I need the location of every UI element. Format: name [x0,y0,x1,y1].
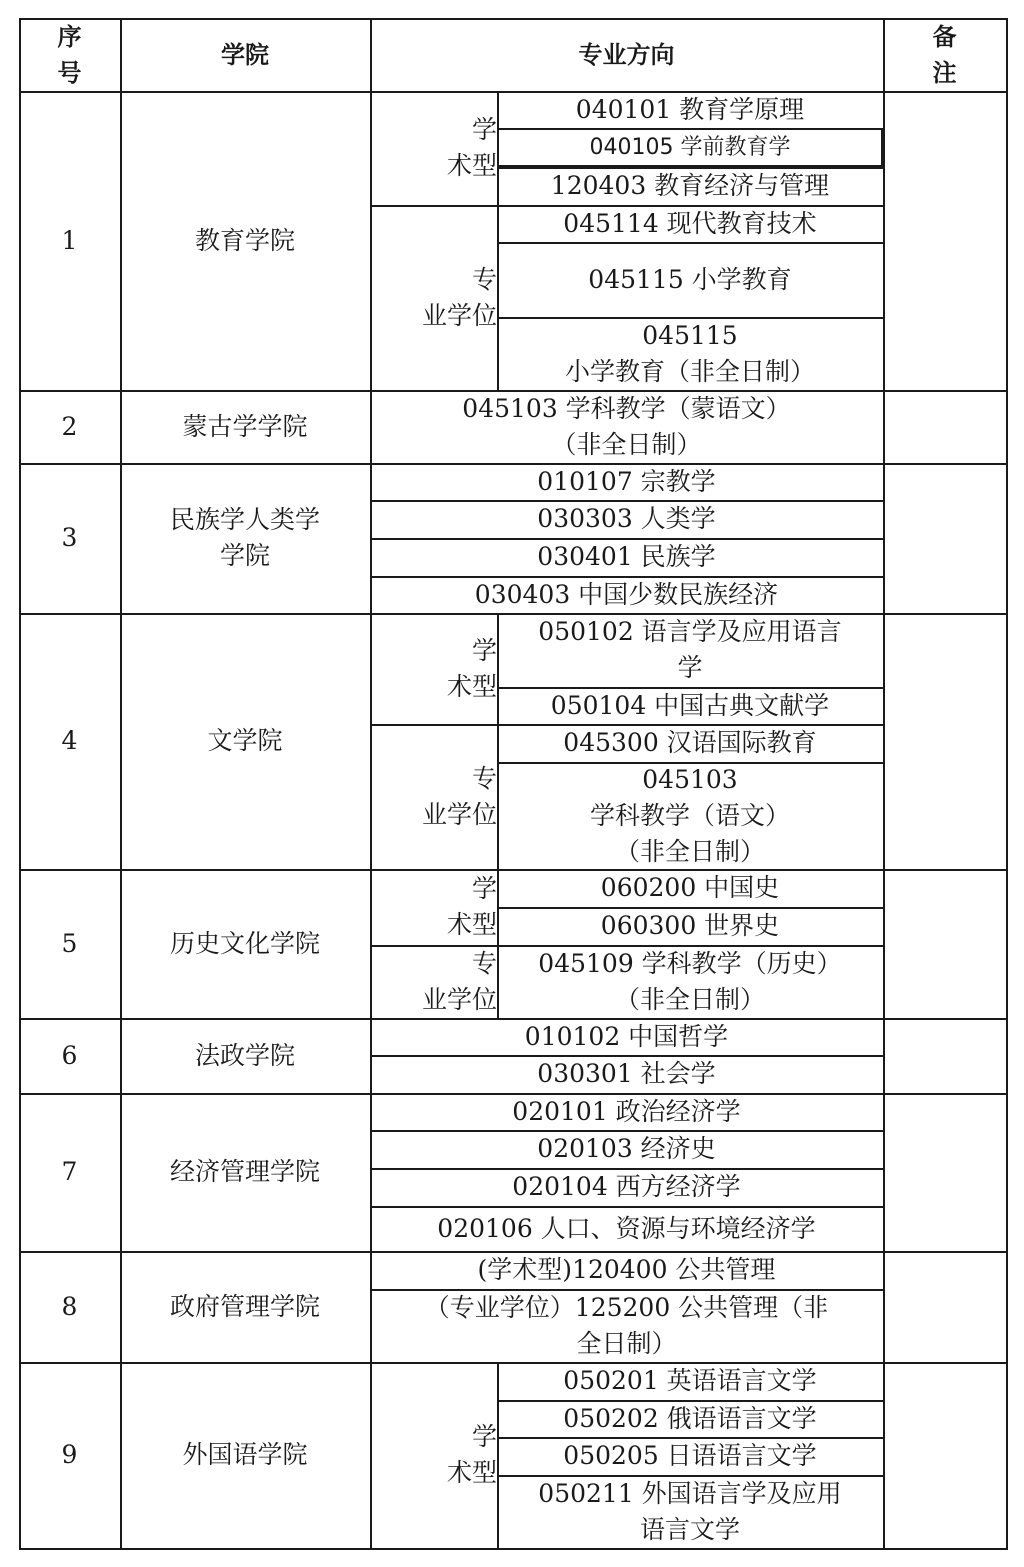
header-remark-line: 注 [932,58,957,87]
major-entry-line: 050104 中国古典文献学 [550,690,830,720]
major-entry [497,724,883,762]
type-professional-label [370,724,497,869]
type-academic-label [370,869,497,945]
type-professional-label-line: 业学位 [421,300,497,330]
major-entry [497,907,883,945]
remark-cell [883,1251,1006,1362]
type-academic-label-line: 术型 [446,151,497,180]
row-index-line: 8 [61,1291,78,1321]
college-name [120,91,370,390]
type-professional-label-line: 业学位 [421,799,497,829]
major-entry [370,1018,883,1055]
row-index [19,91,120,390]
row-index-line: 6 [61,1040,78,1070]
remark-cell [883,1093,1006,1251]
major-entry-line: 学科教学（语文） [589,800,790,830]
major-entry [370,576,883,613]
row-index-line: 2 [61,411,78,441]
major-entry-line: 045300 汉语国际教育 [563,728,817,757]
major-entry [497,613,883,687]
college-name [120,390,370,463]
college-name [120,463,370,613]
header-major [370,18,883,91]
major-entry-line: 020103 经济史 [537,1134,716,1163]
row-index-line: 3 [61,523,78,552]
major-entry-line: 045103 学科教学（蒙语文） [462,393,791,423]
row-index-line: 1 [61,225,78,255]
type-academic-label-line: 术型 [446,1458,497,1487]
type-academic-label-line: 学 [471,1422,497,1451]
major-entry [370,1251,883,1289]
row-index [19,613,120,869]
major-entry [370,1206,883,1251]
major-entry-line: （非全日制） [614,836,765,866]
major-entry [497,205,883,242]
type-professional-label-line: 专 [471,264,497,294]
header-remark [883,18,1006,91]
major-entry [497,869,883,907]
college-name [120,869,370,1018]
major-entry [497,1362,883,1400]
remark-cell [883,613,1006,869]
type-academic-label-line: 学 [471,635,497,665]
major-entry-line: 020104 西方经济学 [512,1172,741,1201]
major-entry [497,128,883,167]
major-entry-line: 050201 英语语言文学 [563,1366,817,1395]
major-entry-line: 030401 民族学 [537,542,716,571]
type-professional-label-line: 专 [471,763,497,793]
major-entry-line: 030303 人类学 [537,504,716,533]
major-entry-line: 060300 世界史 [600,911,780,940]
major-entry [497,1400,883,1437]
college-name [120,1018,370,1093]
major-entry-line: 010102 中国哲学 [524,1021,729,1051]
major-entry-line: （非全日制） [551,429,702,459]
major-entry-line: 045109 学科教学（历史） [538,948,842,978]
major-entry [497,687,883,724]
major-entry-line: 050202 俄语语言文学 [563,1403,817,1433]
major-entry [497,91,883,128]
row-index-line: 5 [61,928,78,958]
major-entry-line: 050205 日语语言文学 [563,1441,817,1470]
row-index [19,1251,120,1362]
major-entry-line: 030403 中国少数民族经济 [474,579,779,609]
major-entry-line: 020101 政治经济学 [512,1096,741,1126]
type-professional-label [370,205,497,390]
major-entry [497,945,883,1018]
major-entry-line: 045103 [642,764,738,794]
college-name-line: 民族学人类学 [169,505,320,534]
remark-cell [883,463,1006,613]
major-entry [497,317,883,390]
major-entry-line: 040101 教育学原理 [575,94,805,124]
major-entry-line: （专业学位）125200 公共管理（非 [424,1292,829,1322]
type-academic-label-line: 学 [471,115,497,144]
major-entry-line: 045114 现代教育技术 [563,208,817,238]
row-index [19,869,120,1018]
major-entry [497,762,883,869]
row-index [19,1018,120,1093]
college-name-line: 文学院 [207,726,283,755]
major-entry-line: 060200 中国史 [600,873,780,902]
header-index-line: 序 [57,22,82,51]
type-professional-label-line: 业学位 [421,984,497,1014]
type-academic-label-line: 术型 [446,671,497,701]
major-entry [497,167,883,205]
college-name [120,1251,370,1362]
major-entry-line: 010107 宗教学 [537,466,716,496]
type-academic-label [370,613,497,724]
remark-cell [883,1362,1006,1548]
type-academic-label [370,1362,497,1548]
major-entry-line: 030301 社会学 [537,1059,716,1088]
major-entry [370,1055,883,1093]
header-college-line: 学院 [221,40,269,69]
grid-line [1006,18,1008,1550]
major-entry [370,390,883,463]
header-index-line: 号 [57,58,82,87]
major-entry [370,538,883,576]
college-name [120,1093,370,1251]
major-entry-line: 045115 [642,320,738,350]
type-academic-label-line: 学 [471,874,497,903]
remark-cell [883,869,1006,1018]
college-name-line: 经济管理学院 [169,1157,320,1186]
row-index [19,1093,120,1251]
major-entry-line: (学术型)120400 公共管理 [477,1255,776,1284]
row-index-line: 4 [61,726,78,755]
major-entry-line: 学 [677,653,703,682]
college-name-line: 学院 [219,541,270,570]
major-entry [370,463,883,500]
college-name-line: 教育学院 [194,225,295,255]
major-entry-line: （非全日制） [614,984,765,1014]
type-academic-label-line: 术型 [446,910,497,939]
major-entry-line: 语言文学 [639,1514,740,1544]
major-entry [497,1437,883,1475]
college-name [120,613,370,869]
header-remark-line: 备 [932,22,957,51]
college-name [120,1362,370,1548]
major-entry-line: 120403 教育经济与管理 [550,171,830,200]
college-name-line: 政府管理学院 [169,1291,320,1321]
college-name-line: 外国语学院 [182,1440,308,1469]
major-entry-line: 040105 学前教育学 [589,134,791,160]
remark-cell [883,91,1006,390]
major-entry [370,500,883,538]
row-index-line: 7 [61,1157,78,1186]
remark-cell [883,1018,1006,1093]
row-index [19,463,120,613]
major-entry-line: 050211 外国语言学及应用 [538,1478,842,1508]
major-entry-line: 045115 小学教育 [588,264,792,294]
row-index [19,1362,120,1548]
major-entry [370,1093,883,1130]
major-entry-line: 小学教育（非全日制） [564,356,815,386]
major-entry [370,1289,883,1362]
college-name-line: 蒙古学学院 [182,411,308,441]
major-entry [370,1130,883,1168]
row-index [19,390,120,463]
type-academic-label [370,91,497,205]
college-name-line: 法政学院 [194,1040,295,1070]
row-index-line: 9 [61,1440,78,1469]
major-entry [497,242,883,317]
major-entry [497,1475,883,1548]
major-entry [370,1168,883,1206]
header-index [19,18,120,91]
major-entry-line: 020106 人口、资源与环境经济学 [437,1213,816,1243]
major-entry-line: 全日制） [576,1328,677,1358]
grid-line [19,1548,1008,1550]
major-entry-line: 050102 语言学及应用语言 [538,617,842,646]
type-professional-label-line: 专 [471,948,497,978]
header-college [120,18,370,91]
college-name-line: 历史文化学院 [169,928,320,958]
remark-cell [883,390,1006,463]
type-professional-label [370,945,497,1018]
header-major-line: 专业方向 [578,40,675,69]
